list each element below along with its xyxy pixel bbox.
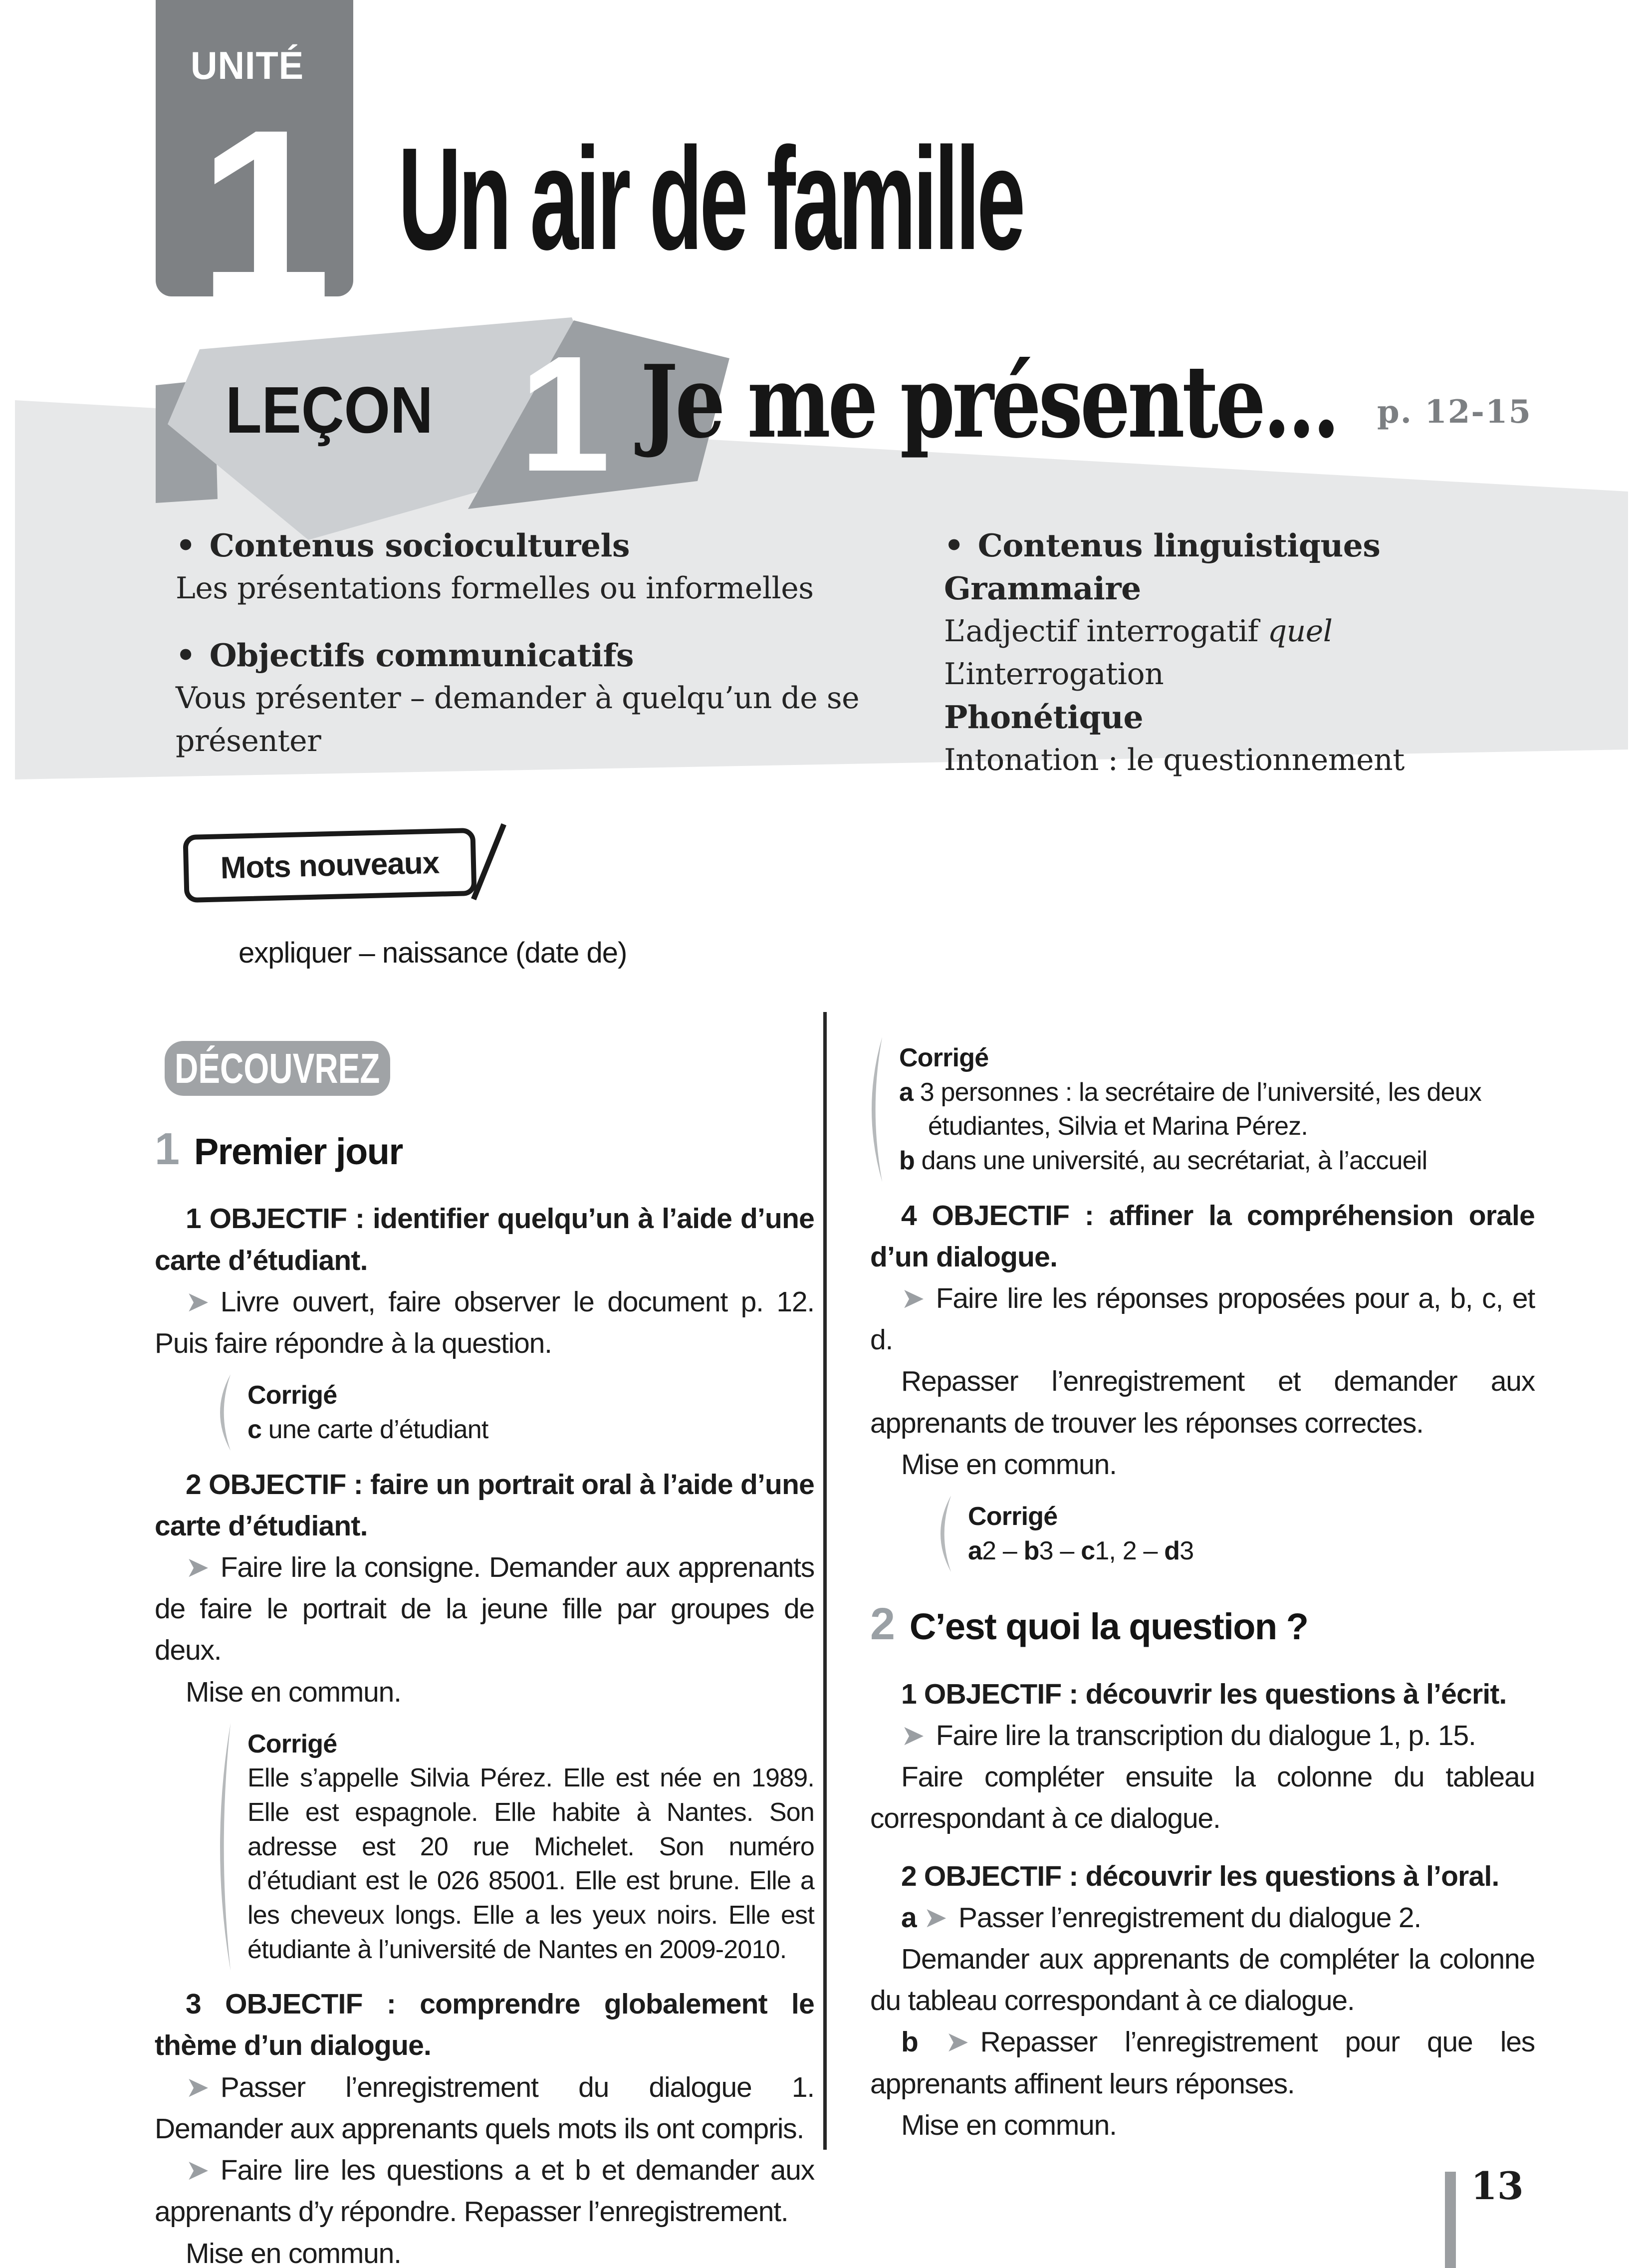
corrige-line-a: a 3 personnes : la secrétaire de l’université, les deux étudiantes, Silvia et Marina Pérez.	[899, 1077, 1482, 1141]
grammar-label: Grammaire	[944, 570, 1141, 607]
objective-3-note: Mise en commun.	[186, 2237, 401, 2268]
arrow-icon: ➤	[186, 1285, 210, 1318]
objective-3-heading: 3 OBJECTIF : comprendre globalement le thème d’un dialogue.	[155, 1988, 814, 2062]
objective-4-heading: 4 OBJECTIF : affiner la compréhension orale d’un dialogue.	[870, 1199, 1535, 1273]
answer-key-box	[899, 1041, 1535, 1178]
corrige-label: Corrigé	[247, 1381, 337, 1410]
bullet-icon: •	[944, 527, 964, 564]
page-number-bar	[1445, 2172, 1456, 2268]
objective-6-step-b: b ➤ Repasser l’enregistrement pour que les apprenants affinent leurs réponses.	[870, 2026, 1535, 2100]
corrige-label: Corrigé	[968, 1502, 1058, 1531]
arrow-icon: ➤	[186, 2071, 210, 2103]
arrow-icon: ➤	[186, 1551, 210, 1583]
overview-socio-title: • Contenus socioculturels	[176, 527, 630, 564]
objective-5-heading: 1 OBJECTIF : découvrir les questions à l’écrit.	[901, 1678, 1507, 1710]
objective-2-heading: 2 OBJECTIF : faire un portrait oral à l’aide d’une carte d’étudiant.	[155, 1468, 814, 1542]
activity-2-heading	[870, 1592, 1535, 1657]
overview-ling-title: • Contenus linguistiques	[944, 527, 1381, 564]
corrige-line: c une carte d’étudiant	[247, 1415, 488, 1444]
lesson-number: 1	[519, 321, 611, 505]
phonetics-item: Intonation : le questionnement	[944, 743, 1405, 777]
corrige-line: a2 – b3 – c1, 2 – d3	[968, 1536, 1194, 1565]
overview-socio-body: Les présentations formelles ou informelles	[176, 571, 814, 606]
lesson-pages: p. 12-15	[1377, 393, 1532, 431]
objective-2-note: Mise en commun.	[186, 1676, 401, 1708]
arrow-icon: ➤	[901, 1719, 925, 1752]
unit-title: Un air de famille	[398, 117, 1023, 280]
objective-4-note: Mise en commun.	[901, 1448, 1117, 1481]
column-divider	[823, 1012, 827, 2150]
corrige-label: Corrigé	[899, 1043, 989, 1072]
new-words-items: expliquer – naissance (date de)	[238, 937, 627, 969]
objective-5-body: Faire compléter ensuite la colonne du tableau correspondant à ce dialogue.	[870, 1761, 1535, 1835]
unit-block	[156, 0, 353, 296]
overview-comm-title: • Objectifs communicatifs	[176, 637, 634, 674]
page-number: 13	[1471, 2164, 1524, 2208]
corrige-bracket-icon	[208, 1723, 233, 1971]
activity-number: 2	[870, 1599, 895, 1650]
activity-number: 1	[155, 1124, 179, 1174]
objective-2-step: ➤ Faire lire la consigne. Demander aux apprenants de faire le portrait de la jeune fille par groupes de deux.	[155, 1551, 814, 1667]
objective-4-step: ➤ Faire lire les réponses proposées pour a, b, c, et d.	[870, 1282, 1535, 1356]
corrige-line-b: b dans une université, au secrétariat, à l’accueil	[899, 1146, 1427, 1175]
new-words-label: Mots nouveaux	[220, 845, 440, 885]
discover-badge	[165, 1041, 390, 1096]
overview-left-column	[176, 524, 889, 762]
right-column	[870, 1030, 1535, 2146]
overview-right-column	[944, 524, 1608, 781]
corrige-label: Corrigé	[247, 1729, 337, 1759]
objective-6-step-a: a ➤ Passer l’enregistrement du dialogue 2.	[901, 1901, 1421, 1934]
lesson-title: Je me présente...	[641, 343, 1338, 461]
answer-key-box	[968, 1500, 1535, 1568]
arrow-icon: ➤	[945, 2026, 969, 2058]
arrow-icon: ➤	[924, 1901, 947, 1934]
objective-4-body: Repasser l’enregistrement et demander aux apprenants de trouver les réponses correctes.	[870, 1365, 1535, 1439]
unit-label: UNITÉ	[191, 43, 304, 87]
unit-number: 1	[198, 79, 331, 296]
arrow-icon: ➤	[901, 1282, 925, 1314]
answer-key-box	[247, 1378, 814, 1447]
objective-6-body: Demander aux apprenants de compléter la colonne du tableau correspondant à ce dialogue.	[870, 1943, 1535, 2017]
objective-1-step: ➤ Livre ouvert, faire observer le document p. 12. Puis faire répondre à la question.	[155, 1285, 814, 1360]
answer-key-box	[247, 1727, 814, 1967]
bullet-icon: •	[176, 527, 196, 564]
lesson-label: LEÇON	[226, 373, 433, 447]
overview-comm-body: Vous présenter – demander à quelqu’un de se présenter	[176, 681, 860, 758]
objective-1-heading: 1 OBJECTIF : identifier quelqu’un à l’aide d’une carte d’étudiant.	[155, 1203, 814, 1276]
corrige-bracket-icon	[208, 1374, 233, 1451]
activity-title: Premier jour	[194, 1131, 403, 1172]
grammar-item-2: L’interrogation	[944, 657, 1164, 692]
arrow-icon: ➤	[186, 2154, 210, 2187]
objective-3-step-1: ➤ Passer l’enregistrement du dialogue 1. Demander aux apprenants quels mots ils ont compris.	[155, 2071, 814, 2145]
grammar-item-1: L’adjectif interrogatif quel	[944, 614, 1333, 649]
corrige-bracket-icon	[928, 1496, 953, 1572]
new-words-box	[183, 828, 476, 903]
bullet-icon: •	[176, 637, 196, 674]
activity-title: C’est quoi la question ?	[909, 1606, 1308, 1648]
left-column	[155, 1117, 814, 2268]
corrige-body: Elle s’appelle Silvia Pérez. Elle est née en 1989. Elle est espagnole. Elle habite à Nantes. Son adresse est 20 rue Michelet. Son numéro d’étudiant est le 026 85001. Elle est brune. Elle a les cheveux longs. Elle a les yeux noirs. Elle est étudiante à l’université de Nantes en 2009-2010.	[247, 1764, 814, 1964]
objective-6-heading: 2 OBJECTIF : découvrir les questions à l’oral.	[901, 1860, 1499, 1892]
objective-3-step-2: ➤ Faire lire les questions a et b et demander aux apprenants d’y répondre. Repasser l’enregistrement.	[155, 2154, 814, 2228]
activity-1-heading	[155, 1117, 814, 1182]
corrige-bracket-icon	[859, 1037, 884, 1182]
objective-5-step: ➤ Faire lire la transcription du dialogue 1, p. 15.	[901, 1719, 1476, 1752]
discover-badge-label: DÉCOUVREZ	[175, 1044, 380, 1092]
phonetics-label: Phonétique	[944, 699, 1144, 736]
objective-6-note: Mise en commun.	[901, 2109, 1117, 2141]
